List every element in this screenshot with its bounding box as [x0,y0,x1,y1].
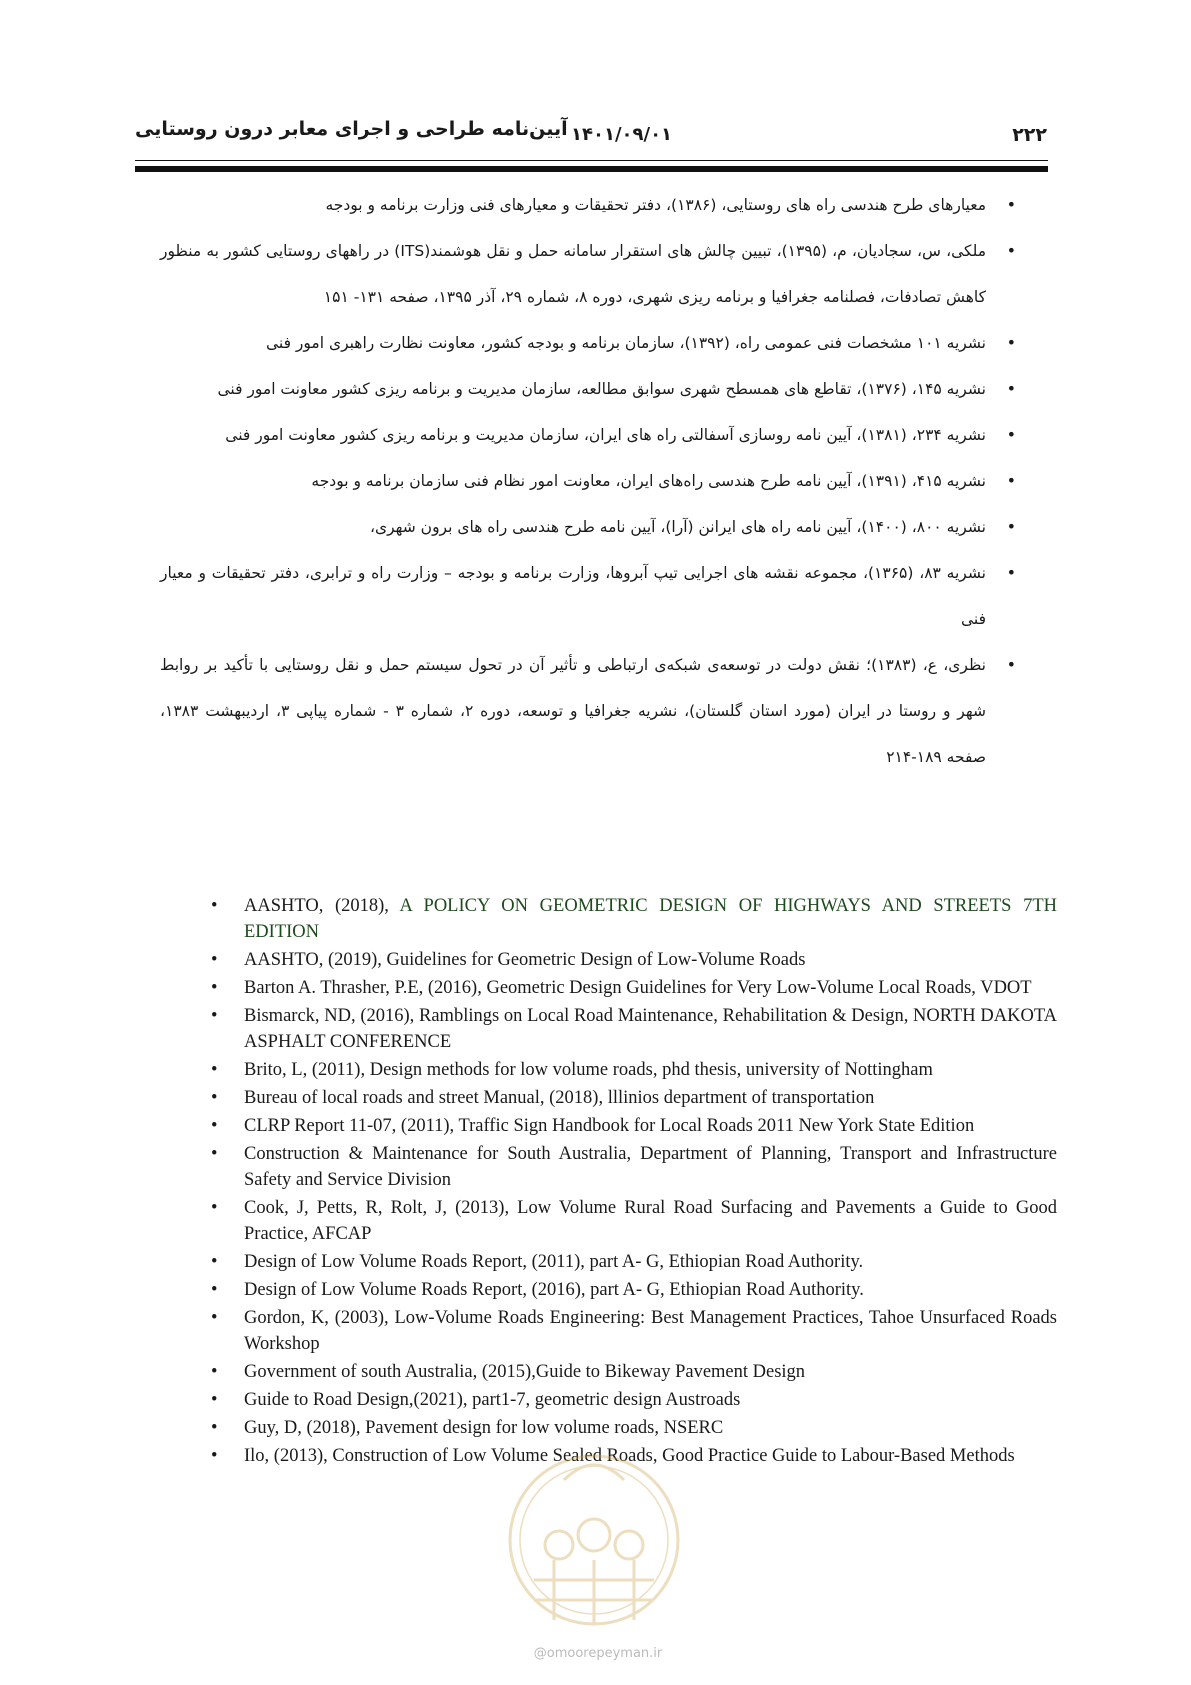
bullet-icon: • [1006,195,1016,214]
bullet-icon: • [1006,471,1016,490]
list-item [205,1141,1057,1193]
reference-text: Barton A. Thrasher, P.E, (2016), Geometric Design Guidelines for Very Low-Volume Local Roads, VDOT [244,978,1032,998]
reference-text: Design of Low Volume Roads Report, (2016), part A- G, Ethiopian Road Authority. [244,1280,864,1300]
reference-text: AASHTO, (2019), Guidelines for Geometric Design of Low-Volume Roads [244,950,806,970]
bullet-icon: • [211,1446,218,1466]
list-item [160,504,1020,550]
list-item [205,1387,1057,1413]
bullet-icon: • [1006,333,1016,352]
list-item [205,1195,1057,1247]
reference-text: نشریه ۲۳۴، (۱۳۸۱)، آیین نامه روسازی آسفالتی راه های ایران، سازمان مدیریت و برنامه ریزی کشور معاونت امور فنی [225,426,986,444]
reference-text: نشریه ۱۴۵، (۱۳۷۶)، تقاطع های همسطح شهری سوابق مطالعه، سازمان مدیریت و برنامه ریزی کشور معاونت امور فنی [217,380,986,398]
reference-text: Brito, L, (2011), Design methods for low volume roads, phd thesis, university of Nottingham [244,1060,933,1080]
list-item [205,1085,1057,1111]
list-item [160,642,1020,780]
header-date: ۱۴۰۱/۰۹/۰۱ [571,124,673,145]
reference-text: Design of Low Volume Roads Report, (2011), part A- G, Ethiopian Road Authority. [244,1252,864,1272]
reference-text: CLRP Report 11-07, (2011), Traffic Sign Handbook for Local Roads 2011 New York State Edition [244,1116,975,1136]
reference-text: Construction & Maintenance for South Australia, Department of Planning, Transport and Infrastructure Safety and Service Division [244,1144,1057,1190]
header-title: آیین‌نامه طراحی و اجرای معابر درون روستایی [135,118,568,140]
reference-text: Bismarck, ND, (2016), Ramblings on Local Road Maintenance, Rehabilitation & Design, NORTH DAKOTA ASPHALT CONFERENCE [244,1006,1057,1052]
bullet-icon: • [1006,563,1016,582]
reference-text: Ilo, (2013), Construction of Low Volume Sealed Roads, Good Practice Guide to Labour-Based Methods [244,1446,1015,1466]
bullet-icon: • [1006,425,1016,444]
list-item [160,458,1020,504]
reference-text: Cook, J, Petts, R, Rolt, J, (2013), Low Volume Rural Road Surfacing and Pavements a Guide to Good Practice, AFCAP [244,1198,1057,1244]
header-rule-thick [135,166,1048,172]
reference-text: Guide to Road Design,(2021), part1-7, geometric design Austroads [244,1390,741,1410]
reference-text: معیارهای طرح هندسی راه های روستایی، (۱۳۸۶)، دفتر تحقیقات و معیارهای فنی وزارت برنامه و بودجه [325,196,986,214]
bullet-icon: • [211,1006,218,1026]
bullet-icon: • [1006,517,1016,536]
bullet-icon: • [211,896,218,916]
reference-text: نشریه ۱۰۱ مشخصات فنی عمومی راه، (۱۳۹۲)، سازمان برنامه و بودجه کشور، معاونت نظارت راهبری امور فنی [265,334,986,352]
list-item [205,1305,1057,1357]
list-item [160,366,1020,412]
bullet-icon: • [211,1418,218,1438]
english-references-list [205,893,1057,1471]
list-item [205,1003,1057,1055]
reference-text: Government of south Australia, (2015),Guide to Bikeway Pavement Design [244,1362,806,1382]
bullet-icon: • [1006,379,1016,398]
list-item [160,182,1020,228]
reference-text: AASHTO, (2018), [244,896,400,916]
bullet-icon: • [211,1308,218,1328]
bullet-icon: • [1006,655,1016,674]
bullet-icon: • [1006,241,1016,260]
list-item [205,1057,1057,1083]
bullet-icon: • [211,1280,218,1300]
list-item [160,412,1020,458]
watermark-caption: @omoorepeyman.ir [533,1646,663,1661]
list-item [205,893,1057,945]
bullet-icon: • [211,1362,218,1382]
bullet-icon: • [211,1252,218,1272]
reference-text: Guy, D, (2018), Pavement design for low volume roads, NSERC [244,1418,724,1438]
list-item [205,975,1057,1001]
list-item [205,1359,1057,1385]
reference-text: Bureau of local roads and street Manual, (2018), lllinios department of transportation [244,1088,875,1108]
bullet-icon: • [211,1144,218,1164]
persian-references-list [160,182,1020,780]
bullet-icon: • [211,950,218,970]
bullet-icon: • [211,978,218,998]
list-item [205,1113,1057,1139]
list-item [160,228,1020,320]
bullet-icon: • [211,1116,218,1136]
list-item [160,320,1020,366]
page-header [135,112,1047,152]
reference-text: نشریه ۸۰۰، (۱۴۰۰)، آیین نامه راه های ایرانن (آرا)، آیین نامه طرح هندسی راه های برون شهری، [369,518,986,536]
list-item [160,550,1020,642]
watermark-logo-icon [504,1430,684,1650]
list-item [205,1249,1057,1275]
reference-text: نشریه ۸۳، (۱۳۶۵)، مجموعه نقشه های اجرایی تیپ آبروها، وزارت برنامه و بودجه – وزارت راه و ترابری، دفتر تحقیقات و معیار فنی [160,564,986,628]
list-item [205,1277,1057,1303]
bullet-icon: • [211,1060,218,1080]
reference-text: Gordon, K, (2003), Low-Volume Roads Engineering: Best Management Practices, Tahoe Unsurfaced Roads Workshop [244,1308,1057,1354]
header-rule-thin [135,160,1048,161]
page-number: ۲۲۲ [1012,124,1047,146]
bullet-icon: • [211,1198,218,1218]
reference-text: ملکی، س، سجادیان، م، (۱۳۹۵)، تبیین چالش های استقرار سامانه حمل و نقل هوشمند(ITS) در راههای روستایی کشور به منظور کاهش تصادفات، فصلنامه جغرافیا و برنامه ریزی شهری، دوره ۸، شماره ۲۹، آذر ۱۳۹۵، صفحه ۱۳۱- ۱۵۱ [160,242,987,306]
bullet-icon: • [211,1390,218,1410]
reference-text: نشریه ۴۱۵، (۱۳۹۱)، آیین نامه طرح هندسی راه‌های ایران، معاونت امور نظام فنی سازمان برنامه و بودجه [311,472,986,490]
list-item [205,947,1057,973]
reference-highlight-text: A POLICY ON GEOMETRIC DESIGN OF HIGHWAYS AND STREETS 7TH EDITION [244,896,1058,942]
reference-text: نظری، ع، (۱۳۸۳)؛ نقش دولت در توسعه‌ی شبکه‌ی ارتباطی و تأثیر آن در تحول سیستم حمل و نقل روستایی با تأکید بر روابط شهر و روستا در ایران (مورد استان گلستان)، نشریه جغرافیا و توسعه، دوره ۲، شماره ۳ - شماره پیاپی ۳، اردیبهشت ۱۳۸۳، صفحه ۱۸۹-۲۱۴ [160,656,986,766]
bullet-icon: • [211,1088,218,1108]
